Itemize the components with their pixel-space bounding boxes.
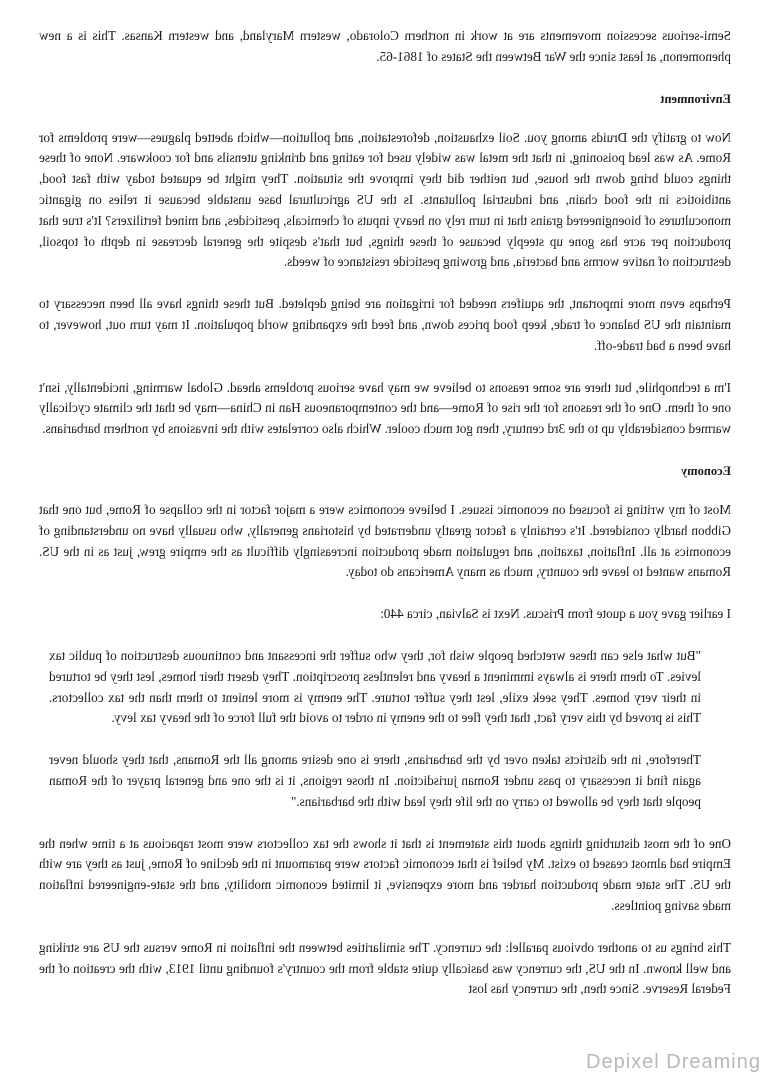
- environment-paragraph-2: Perhaps even more important, the aquifers needed for irrigation are being depleted. But these things have all been necessary to maintain the US balance of trade, keep food prices down, and feed the expanding world population. It may turn out, however, to have been a bad trade-off.: [39, 296, 731, 353]
- economy-paragraph-4: This brings us to another obvious parallel: the currency. The similarities between the inflation in Rome versus the US are striking and well known. In the US, the currency was basically quite stable from the country's founding until 1913, with the creation of the Federal Reserve. Since then, the currency has lost: [39, 939, 731, 997]
- watermark: Depixel Dreaming: [586, 1051, 761, 1073]
- economy-paragraph-1: Most of my writing is focused on economic issues. I believe economics were a major factor in the collapse of Rome, but one that Gibbon hardly considered. It's certainly a factor greatly underrated by historians generally, who usually have no understanding of economics at all. Inflation, taxation, and regulation made production increasingly difficult as the empire grew, just as in the US. Romans wanted to leave the country, much as many Americans do today.: [39, 501, 731, 580]
- environment-paragraph-3: I'm a technophile, but there are some reasons to believe we may have serious problems ahead. Global warming, incidentally, isn't one of them. One of the reasons for the rise of Rome—and the contemporaneous Han in China—may be that the climate cyclically warmed considerably up to the 3rd century, then got much cooler. Which also correlates with the invasions by northern barbarians.: [39, 379, 731, 437]
- economy-paragraph-2: I earlier gave you a quote from Priscus. Next is Salvian, circa 440:: [380, 606, 731, 622]
- quote-paragraph-2: Therefore, in the districts taken over by the barbarians, there is one desire among all the Romans, that they should never again find it necessary to pass under Roman jurisdiction. In those regions, it is the one and general prayer of the Roman people that they be allowed to carry on the life they lead with the barbarians.": [49, 752, 701, 809]
- environment-paragraph-1: Now to gratify the Druids among you. Soil exhaustion, deforestation, and pollution—which abetted plagues—were problems for Rome. As was lead poisoning, in that the metal was widely used for eating and drinking utensils and for cookware. None of these things could bring down the house, but neither did they improve the situation. They might be equated today with fast food, antibiotics in the food chain, and industrial pollutants. Is the US agricultural base unstable because it relies on gigantic monocultures of bioengineered grains that in turn rely on heavy inputs of chemicals, pesticides, and mined fertilizers? It's true that production per acre has gone up steeply because of these things, but that's despite the general decrease in depth of topsoil, destruction of native worms and bacteria, and growing pesticide resistance of weeds.: [39, 129, 731, 270]
- environment-heading: Environment: [660, 91, 731, 106]
- salvian-quote: [39, 646, 731, 813]
- economy-paragraph-3: One of the most disturbing things about this statement is that it shows the tax collectors were most rapacious at a time when the Empire had almost ceased to exist. My belief is that economic factors were paramount in the decline of Rome, just as they are with the US. The state made production harder and more expensive, it limited economic mobility, and the state-engineered inflation made saving pointless.: [39, 835, 731, 913]
- document-body: [39, 26, 731, 1021]
- economy-heading: Economy: [681, 463, 731, 478]
- intro-paragraph: Semi-serious secession movements are at work in northern Colorado, western Maryland, and western Kansas. This is a new phenomenon, at least since the War Between the States of 1861-65.: [39, 28, 731, 64]
- quote-paragraph-1: "But what else can these wretched people wish for, they who suffer the incessant and continuous destruction of public tax levies. To them there is always imminent a heavy and relentless proscription. They desert their homes, lest they be tortured in their very homes. They seek exile, lest they suffer torture. The enemy is more lenient to them than the tax collectors. This is proved by this very fact, that they flee to the enemy in order to avoid the full force of the heavy tax levy.: [49, 647, 701, 726]
